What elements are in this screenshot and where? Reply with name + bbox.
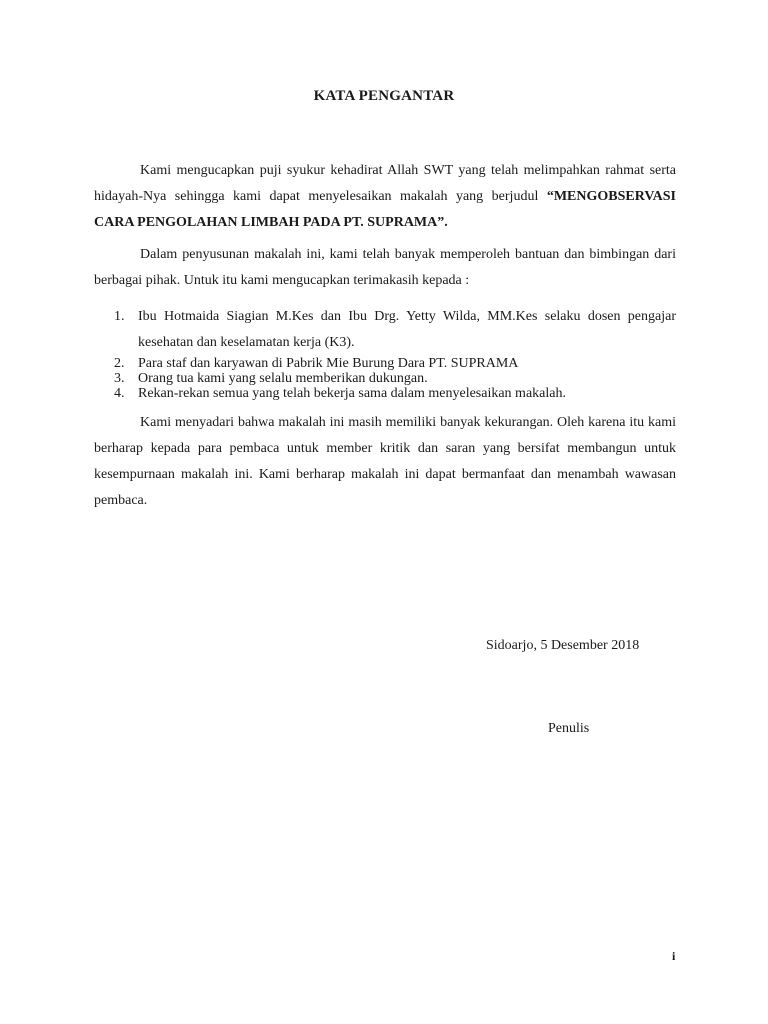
paragraph-opening-text: Kami mengucapkan puji syukur kehadirat Allah SWT yang telah melimpahkan rahmat serta hidayah-Nya sehingga kami dapat menyelesaikan makalah yang berjudul xyxy=(94,163,676,204)
paragraph-acknowledgement-text: Dalam penyusunan makalah ini, kami telah banyak memperoleh bantuan dan bimbingan dari berbagai pihak. Untuk itu kami mengucapkan terimakasih kepada : xyxy=(94,247,676,288)
page-number: i xyxy=(672,949,676,963)
list-item-number: 3. xyxy=(114,371,125,386)
list-item-number: 4. xyxy=(114,386,125,401)
list-item xyxy=(94,304,676,356)
thanks-list xyxy=(94,304,676,401)
paragraph-closing-text: Kami menyadari bahwa makalah ini masih memiliki banyak kekurangan. Oleh karena itu kami berharap kepada para pembaca untuk member kritik dan saran yang bersifat membangun untuk kesempurnaan makalah ini. Kami berharap makalah ini dapat bermanfaat dan menambah wawasan pembaca. xyxy=(94,415,676,508)
list-item-number: 2. xyxy=(114,356,125,371)
page-title: KATA PENGANTAR xyxy=(313,88,455,104)
list-item xyxy=(94,356,676,371)
list-item xyxy=(94,371,676,386)
signature-date: Sidoarjo, 5 Desember 2018 xyxy=(486,638,640,653)
paragraph-acknowledgement xyxy=(94,242,676,294)
signature-name: Penulis xyxy=(548,721,590,736)
list-item-text: Ibu Hotmaida Siagian M.Kes dan Ibu Drg. Yetty Wilda, MM.Kes selaku dosen pengajar kesehatan dan keselamatan kerja (K3). xyxy=(138,309,676,350)
list-item-text: Para staf dan karyawan di Pabrik Mie Burung Dara PT. SUPRAMA xyxy=(138,356,519,371)
list-item xyxy=(94,386,676,401)
list-item-text: Orang tua kami yang selalu memberikan dukungan. xyxy=(138,371,428,386)
list-item-number: 1. xyxy=(114,309,125,324)
paragraph-closing xyxy=(94,410,676,514)
list-item-text: Rekan-rekan semua yang telah bekerja sama dalam menyelesaikan makalah. xyxy=(138,386,566,401)
paragraph-opening xyxy=(94,158,676,236)
paper-title-bold: “MENGOBSERVASI CARA PENGOLAHAN LIMBAH PADA PT. SUPRAMA”. xyxy=(94,189,676,230)
